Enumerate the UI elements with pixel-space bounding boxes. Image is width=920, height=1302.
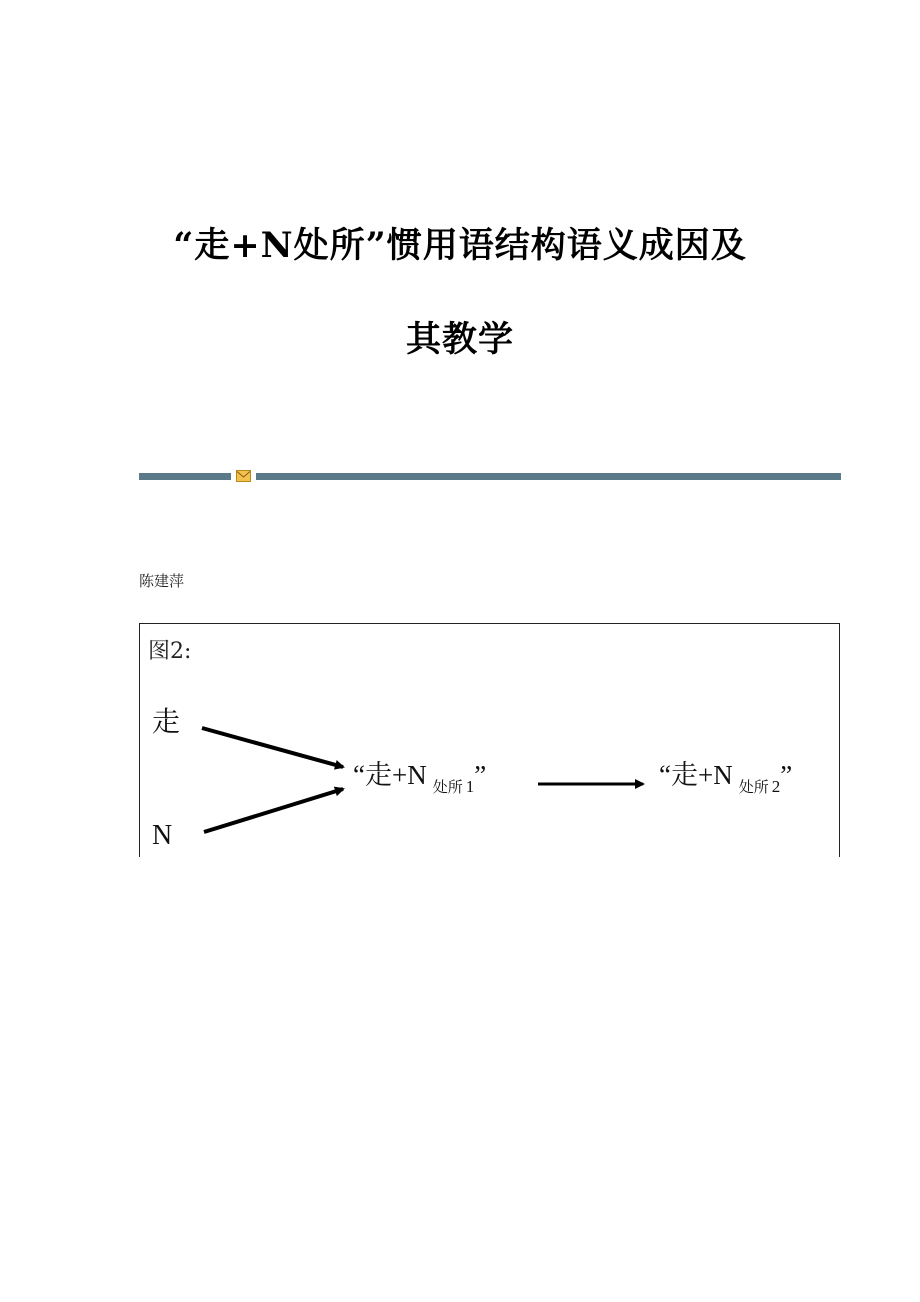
box2-label — [659, 760, 792, 796]
box1-main: 走+N — [364, 760, 427, 790]
divider-bar-left — [139, 473, 231, 480]
author-name: 陈建萍 — [139, 572, 185, 590]
box1-index: 1 — [465, 777, 475, 796]
arrow-n-to-box1 — [204, 789, 343, 832]
box2-index: 2 — [771, 777, 781, 796]
node-n: N — [152, 820, 173, 851]
envelope-icon — [236, 470, 251, 482]
svg-text:“走+N处所1” — [353, 760, 486, 796]
box1-subscript: 处所 — [432, 780, 463, 796]
document-title-line-1: “走+N处所”惯用语结构语义成因及 — [173, 225, 747, 266]
box2-open-quote: “ — [659, 760, 671, 790]
box2-main: 走+N — [670, 760, 733, 790]
box1-open-quote: “ — [353, 760, 365, 790]
divider-bar-right — [256, 473, 841, 480]
box2-close-quote: ” — [780, 760, 793, 790]
arrow-zou-to-box1 — [202, 728, 343, 767]
box2-subscript: 处所 — [738, 780, 769, 796]
box1-label — [353, 760, 486, 796]
document-title-line-2: 其教学 — [405, 319, 514, 360]
figure-diagram — [139, 623, 840, 857]
svg-text:“走+N处所2” — [659, 760, 792, 796]
box1-close-quote: ” — [474, 760, 487, 790]
node-zou: 走 — [152, 705, 181, 738]
figure-caption: 图2: — [148, 639, 192, 664]
section-divider — [139, 470, 841, 482]
